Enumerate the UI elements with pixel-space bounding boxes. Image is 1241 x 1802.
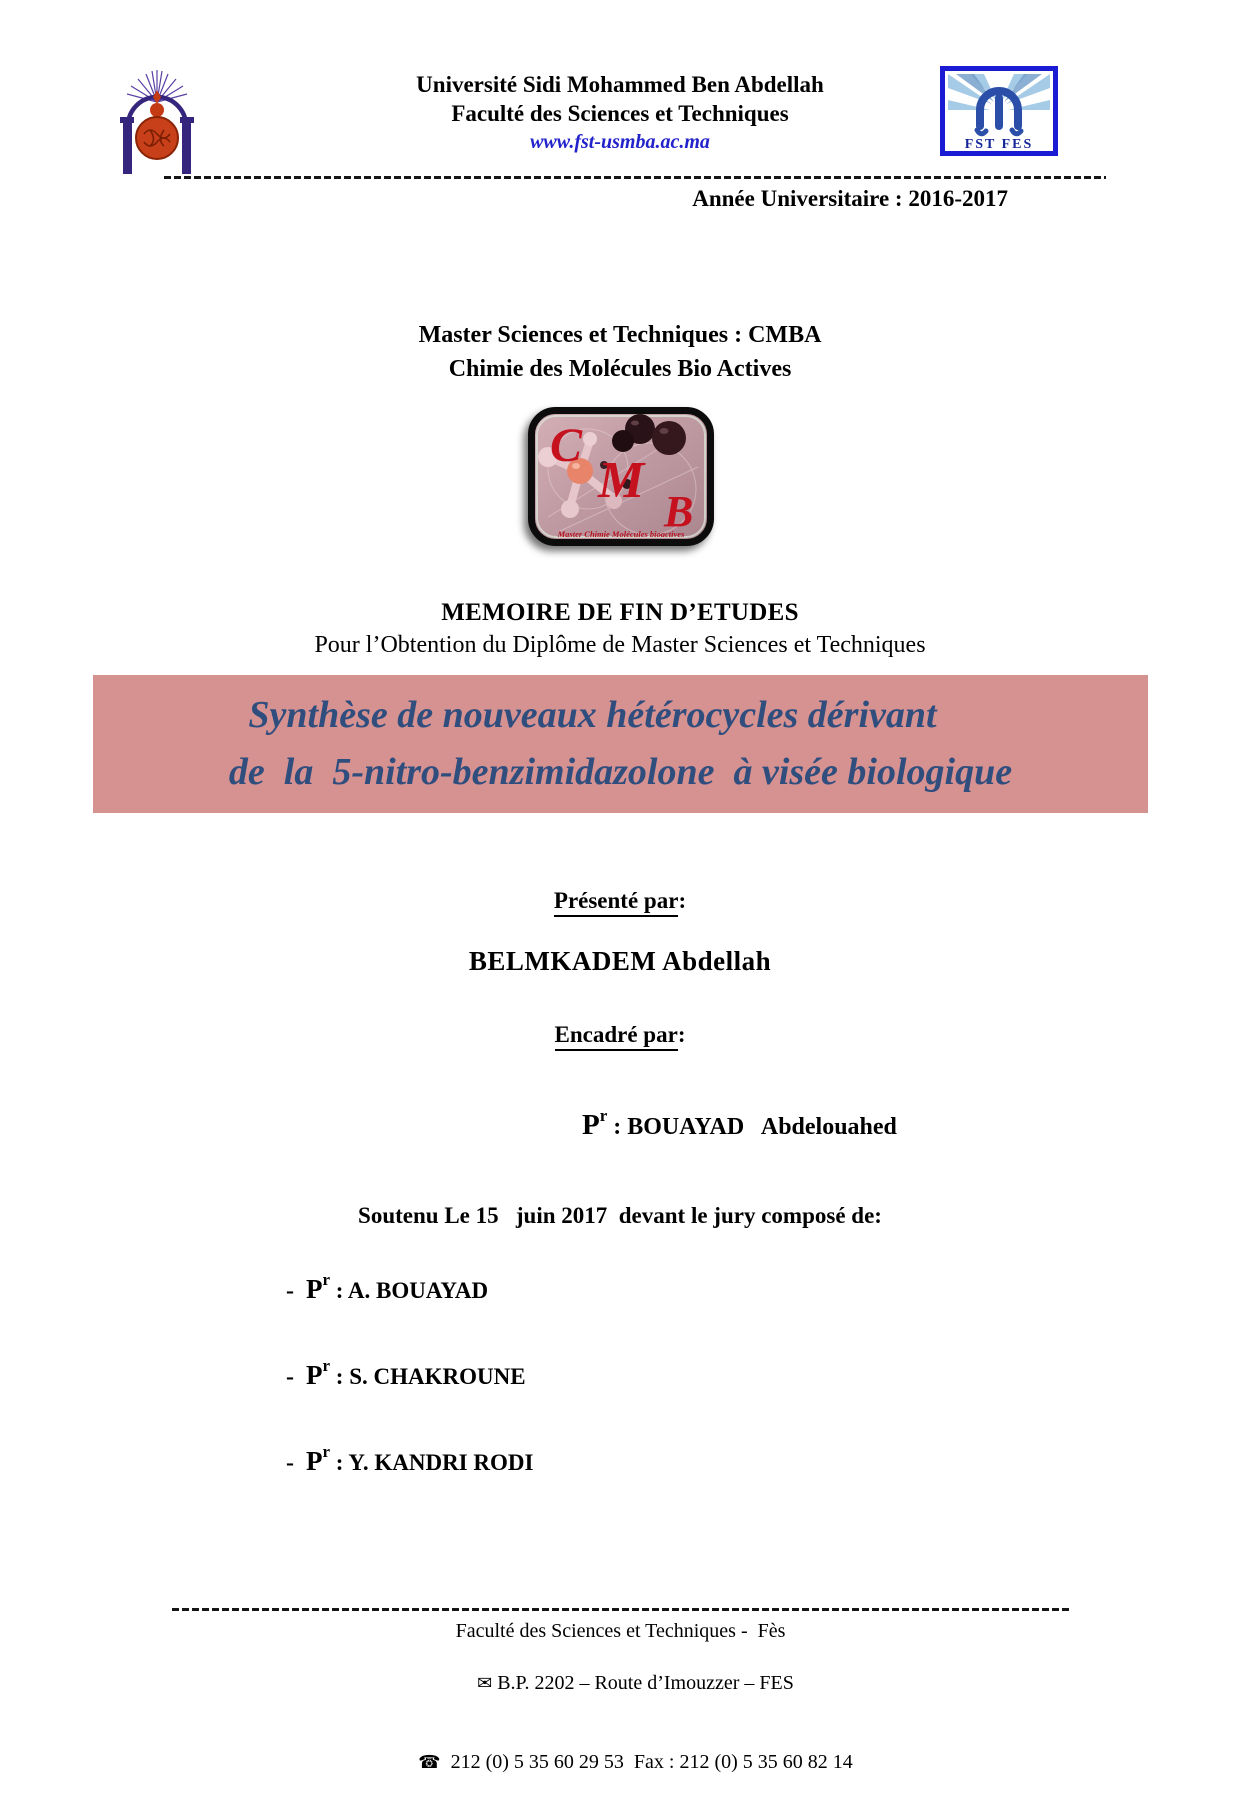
header — [170, 70, 1070, 154]
cmba-logo — [528, 407, 714, 546]
website-link[interactable]: www.fst-usmba.ac.ma — [530, 131, 710, 153]
mail-icon: ✉ — [477, 1673, 493, 1694]
jury-member-name: : Y. KANDRI RODI — [330, 1450, 534, 1475]
header-divider — [164, 176, 1106, 179]
fst-logo-label: FST FES — [964, 137, 1034, 152]
faculty-name: Faculté des Sciences et Techniques — [451, 101, 789, 126]
professor-abbrev: $P^r$ — [306, 1270, 331, 1304]
supervisor-name: $P^r$ : BOUAYAD Abdelouahed — [582, 1106, 897, 1141]
program-line1: Master Sciences et Techniques : CMBA — [418, 322, 822, 348]
usmba-finial — [153, 90, 161, 104]
svg-text:B: B — [664, 487, 694, 536]
footer-address: ✉ B.P. 2202 – Route d’Imouzzer – FES — [477, 1672, 794, 1694]
jury-dash: - — [286, 1450, 294, 1476]
candidate-name: BELMKADEM Abdellah — [468, 946, 772, 976]
professor-abbrev: $P^r$ — [306, 1442, 331, 1476]
thesis-title-banner — [93, 675, 1148, 813]
presented-by-label: Présenté par — [554, 888, 679, 917]
footer-phone: ☎ 212 (0) 5 35 60 29 53 Fax : 212 (0) 5 35 60 82 14 — [418, 1751, 853, 1773]
jury-member — [262, 1342, 533, 1409]
program-title — [120, 318, 1120, 386]
cmba-logo-caption: Master Chimie Molécules bioactives — [557, 529, 685, 539]
supervised-by-heading: Encadré par: — [120, 1022, 1120, 1048]
thesis-title-line1: Synthèse de nouveaux hétérocycles dérivant — [248, 694, 937, 736]
jury-dash: - — [286, 1364, 294, 1390]
jury-member — [262, 1256, 533, 1323]
professor-abbrev: $P^r$ — [306, 1356, 331, 1390]
fst-monogram — [977, 91, 1021, 134]
jury-member-name: : S. CHAKROUNE — [330, 1364, 526, 1389]
jury-member — [262, 1428, 533, 1495]
footer — [0, 1618, 1241, 1802]
academic-year: Année Universitaire : 2016-2017 — [692, 186, 1008, 211]
fst-fes-logo — [940, 66, 1058, 156]
jury-member-name: : A. BOUAYAD — [330, 1278, 489, 1303]
supervised-by-label: Encadré par — [555, 1022, 678, 1051]
program-line2: Chimie des Molécules Bio Actives — [448, 356, 792, 382]
phone-icon: ☎ — [418, 1752, 441, 1773]
thesis-title-line2: de la 5-nitro-benzimidazolone à visée biologique — [228, 751, 1013, 793]
footer-faculty: Faculté des Sciences et Techniques - Fès — [455, 1620, 786, 1642]
svg-text:M: M — [598, 452, 645, 509]
jury-list — [262, 1256, 533, 1514]
memoire-subtitle: Pour l’Obtention du Diplôme de Master Sciences et Techniques — [314, 632, 926, 658]
footer-divider — [172, 1608, 1069, 1611]
memoire-title: MEMOIRE DE FIN D’ETUDES — [441, 599, 799, 626]
usmba-column-left — [123, 122, 132, 174]
presented-by-heading: Présenté par: — [120, 888, 1120, 914]
defense-statement: Soutenu Le 15 juin 2017 devant le jury composé de: — [358, 1203, 882, 1228]
university-name: Université Sidi Mohammed Ben Abdellah — [416, 72, 824, 97]
jury-dash: - — [286, 1278, 294, 1304]
svg-text:C: C — [550, 419, 583, 472]
